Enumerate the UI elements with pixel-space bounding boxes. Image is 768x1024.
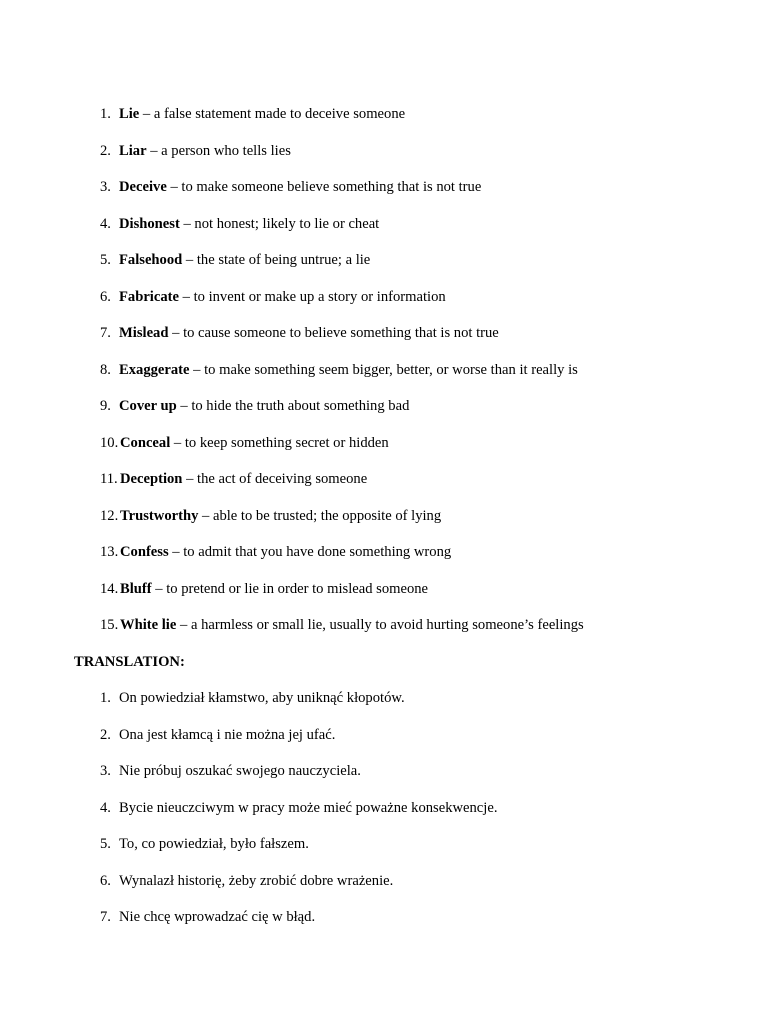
item-number: 9. bbox=[100, 398, 111, 414]
translation-sentence: On powiedział kłamstwo, aby uniknąć kłopotów. bbox=[119, 690, 405, 706]
translation-sentence: Nie chcę wprowadzać cię w błąd. bbox=[119, 909, 316, 925]
translation-sentence: Ona jest kłamcą i nie można jej ufać. bbox=[119, 726, 336, 743]
vocabulary-definition: – to invent or make up a story or information bbox=[178, 288, 446, 305]
item-number: 4. bbox=[100, 799, 111, 816]
vocabulary-definition: – a person who tells lies bbox=[146, 142, 291, 159]
item-number: 3. bbox=[100, 179, 111, 195]
item-number: 7. bbox=[100, 909, 111, 925]
item-text bbox=[120, 433, 389, 453]
translation-sentence: Wynalazł historię, żeby zrobić dobre wrażenie. bbox=[119, 872, 394, 889]
vocabulary-term: Dishonest bbox=[119, 215, 180, 232]
item-text bbox=[119, 323, 499, 343]
vocabulary-term: Falsehood bbox=[119, 252, 183, 268]
item-number: 15. bbox=[100, 617, 119, 633]
item-number: 2. bbox=[100, 726, 111, 743]
vocabulary-term: Exaggerate bbox=[119, 361, 190, 378]
vocabulary-definition: – the act of deceiving someone bbox=[182, 471, 368, 487]
item-text bbox=[119, 287, 446, 307]
vocabulary-term: White lie bbox=[120, 617, 177, 633]
translation-sentence: Bycie nieuczciwym w pracy może mieć poważne konsekwencje. bbox=[119, 799, 498, 816]
translation-heading: TRANSLATION: bbox=[74, 654, 185, 670]
vocabulary-term: Fabricate bbox=[119, 288, 179, 305]
item-text bbox=[119, 360, 578, 380]
item-text bbox=[120, 469, 367, 489]
vocabulary-term: Mislead bbox=[119, 325, 169, 341]
vocabulary-term: Confess bbox=[120, 544, 169, 560]
vocabulary-definition: – to cause someone to believe something that is not true bbox=[168, 325, 499, 341]
item-text bbox=[119, 104, 405, 124]
item-number: 2. bbox=[100, 142, 111, 159]
item-text bbox=[119, 214, 379, 234]
vocabulary-definition: – to make something seem bigger, better, or worse than it really is bbox=[189, 361, 578, 378]
item-text bbox=[119, 177, 481, 197]
item-number: 8. bbox=[100, 361, 111, 378]
vocabulary-definition: – able to be trusted; the opposite of lying bbox=[198, 507, 442, 524]
item-number: 14. bbox=[100, 580, 119, 597]
vocabulary-term: Trustworthy bbox=[120, 507, 199, 524]
item-number: 5. bbox=[100, 836, 111, 852]
item-number: 11. bbox=[100, 471, 118, 487]
vocabulary-definition: – to pretend or lie in order to mislead someone bbox=[151, 580, 429, 597]
vocabulary-definition: – to make someone believe something that is not true bbox=[166, 179, 482, 195]
translation-sentence: To, co powiedział, było fałszem. bbox=[119, 836, 309, 852]
item-number: 5. bbox=[100, 252, 111, 268]
item-text bbox=[120, 615, 584, 635]
vocabulary-term: Liar bbox=[119, 142, 147, 159]
vocabulary-definition: – to admit that you have done something wrong bbox=[168, 544, 452, 560]
item-text bbox=[119, 396, 409, 416]
vocabulary-definition: – to hide the truth about something bad bbox=[176, 398, 410, 414]
vocabulary-definition: – the state of being untrue; a lie bbox=[182, 252, 371, 268]
item-number: 1. bbox=[100, 690, 111, 706]
item-number: 10. bbox=[100, 434, 119, 451]
vocabulary-term: Bluff bbox=[120, 580, 152, 597]
vocabulary-definition: – a false statement made to deceive someone bbox=[139, 106, 406, 122]
vocabulary-term: Conceal bbox=[120, 434, 171, 451]
item-number: 6. bbox=[100, 872, 111, 889]
item-number: 12. bbox=[100, 507, 119, 524]
item-number: 6. bbox=[100, 288, 111, 305]
item-text bbox=[119, 250, 370, 270]
vocabulary-term: Cover up bbox=[119, 398, 177, 414]
vocabulary-term: Lie bbox=[119, 106, 140, 122]
vocabulary-definition: – to keep something secret or hidden bbox=[170, 434, 389, 451]
vocabulary-definition: – not honest; likely to lie or cheat bbox=[179, 215, 380, 232]
translation-sentence: Nie próbuj oszukać swojego nauczyciela. bbox=[119, 763, 361, 779]
item-number: 7. bbox=[100, 325, 111, 341]
item-text bbox=[119, 141, 291, 161]
vocabulary-definition: – a harmless or small lie, usually to avoid hurting someone’s feelings bbox=[176, 617, 584, 633]
vocabulary-term: Deception bbox=[120, 471, 183, 487]
item-text bbox=[120, 542, 451, 562]
item-text bbox=[120, 506, 441, 526]
item-number: 3. bbox=[100, 763, 111, 779]
item-number: 13. bbox=[100, 544, 119, 560]
item-text bbox=[120, 579, 428, 599]
vocabulary-term: Deceive bbox=[119, 179, 167, 195]
item-number: 1. bbox=[100, 106, 111, 122]
item-number: 4. bbox=[100, 215, 111, 232]
